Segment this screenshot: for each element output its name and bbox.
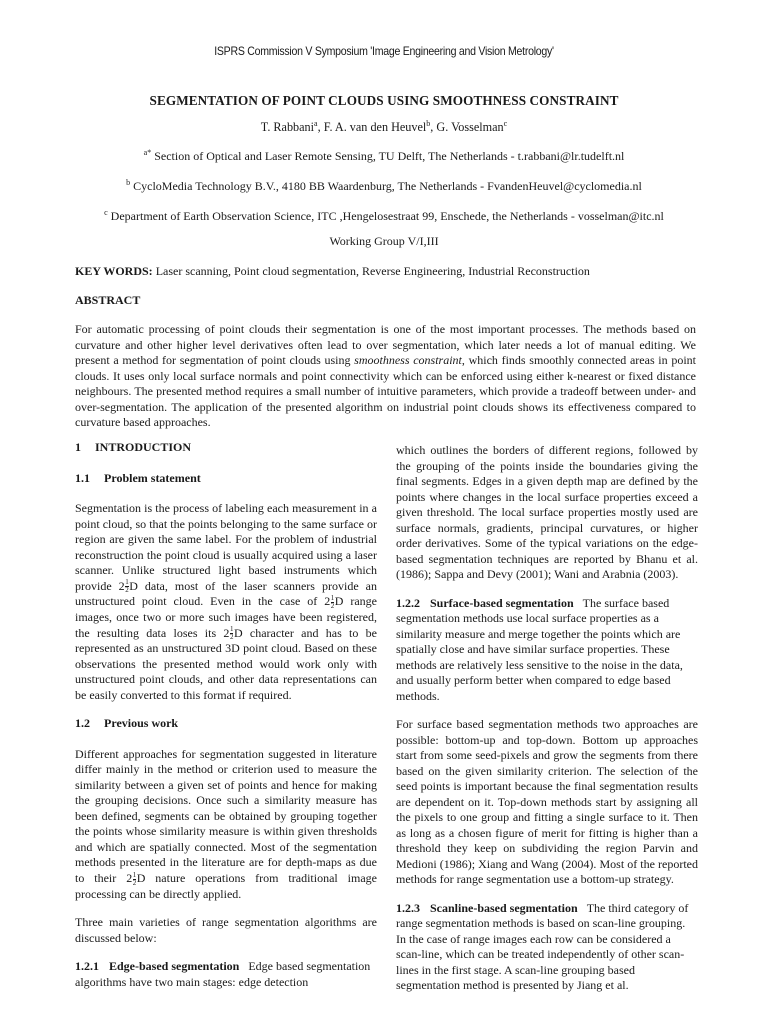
author-name: , G. Vosselman — [430, 120, 504, 134]
subsubsection-number: 1.2.2 — [396, 595, 420, 610]
subsubsection-title: Surface-based segmentation — [430, 595, 574, 610]
section-heading — [75, 440, 377, 456]
paper-title: SEGMENTATION OF POINT CLOUDS USING SMOOTHNESS CONSTRAINT — [149, 93, 619, 108]
affiliation-mark: c — [104, 208, 108, 217]
fraction-num: 1 — [125, 578, 129, 587]
text-run: D nature operations from traditional image processing can be directly applied. — [75, 870, 377, 901]
subsection-heading — [75, 716, 377, 732]
author-list — [0, 120, 768, 135]
author-affil-mark: b — [426, 118, 431, 128]
fraction-den: 2 — [132, 878, 137, 887]
paragraph: Three main varieties of range segmentation algorithms are discussed below: — [75, 915, 377, 945]
text-run: D character and has to be represented as an unstructured 3D point cloud. Based on these observations the presented method would work only with unstructured point clouds, and other data representations can be easily converted to this format if required. — [75, 625, 377, 702]
left-column — [75, 440, 377, 990]
abstract-part: , which finds smoothly connected areas in point clouds. It uses only local surface normals and point connectivity which can be enforced using either k-nearest or fixed distance neighbours. The presented method requires a small number of intuitive parameters, which provide a tradeoff between under- and over-segmentation. The application of the presented algorithm on industrial point clouds shows its effectiveness compared to curvature based approaches. — [75, 353, 696, 429]
author-affil-mark: a — [314, 118, 318, 128]
section-number: 1 — [75, 440, 81, 454]
paragraph — [75, 501, 377, 703]
subsection-title: Previous work — [104, 716, 179, 731]
affiliation-mark: a* — [143, 148, 152, 157]
symposium-header: ISPRS Commission V Symposium 'Image Engineering and Vision Metrology' — [214, 44, 554, 58]
fraction-den: 2 — [125, 586, 129, 595]
fraction — [133, 872, 137, 887]
subsection-heading — [75, 471, 377, 487]
abstract-part: For automatic processing of point clouds their segmentation is one of the most important processes. The methods based on curvature and other higher level derivatives often lead to over segmentation, which later needs a lot of manual editing. We present a method for segmentation of point clouds using — [75, 322, 696, 367]
affiliation-b — [0, 179, 768, 194]
subsection-number: 1.2 — [75, 716, 90, 731]
subsection-title: Problem statement — [104, 470, 201, 485]
fraction — [230, 626, 234, 641]
subsubsection-number: 1.2.3 — [396, 900, 420, 915]
subsection-number: 1.1 — [75, 470, 90, 485]
fraction-num: 1 — [132, 870, 137, 879]
subsubsection-title: Edge-based segmentation — [109, 959, 240, 973]
author-affil-mark: c — [503, 118, 508, 128]
author-name: , F. A. van den Heuvel — [317, 120, 427, 134]
subsubsection-heading — [396, 901, 578, 915]
text-run: D data, most of the laser scanners provide an unstructured point cloud. Even in the case of 2 — [75, 578, 377, 609]
affiliation-text: Section of Optical and Laser Remote Sensing, TU Delft, The Netherlands - t.rabbani@lr.tudelft.nl — [151, 149, 625, 163]
fraction-den: 2 — [229, 633, 234, 642]
text-run: Different approaches for segmentation suggested in literature differ mainly in the method or criterion used to measure the similarity between a given set of points and hence for making the grouping decisions. Once such a similarity measure has been defined, segments can be obtained by grouping together the points whose similarity measure is within given thresholds and which are spatially connected. Most of the segmentation methods presented in the literature are for depth-maps as due to their 2 — [75, 746, 377, 885]
paragraph: For surface based segmentation methods two approaches are possible: bottom-up and top-down. Bottom up approaches start from some seed-pixels and grow the segments from there based on the given similarity criterion. The selection of the seed points is important because the final segmentation results are dependent on it. Top-down methods start by assigning all the pixels to one group and fitting a single surface to it. Then as long as a chosen figure of merit for fitting is higher than a threshold they keep on subdividing the region Parvin and Medioni (1986); Xiang and Wang (2004). Most of the reported methods for range segmentation use a bottom-up strategy. — [396, 717, 698, 886]
text-run: The surface based segmentation methods use local surface properties as a similarity measure and merge together the points which are spatially close and have similar surface properties. These methods are relatively less sensitive to the noise in the data, and usually perform better when compared to edge based methods. — [396, 595, 683, 703]
paragraph: which outlines the borders of different regions, followed by the grouping of the points inside the boundaries giving the final segments. Edges in a given depth map are defined by the points where changes in the local surface properties exceed a given threshold. The local surface properties mostly used are surface normals, gradients, principal curvatures, or higher order derivatives. Some of the typical variations on the edge-based segmentation techniques are reported by Bhanu et al. (1986); Sappa and Devy (2001); Wani and Arabnia (2003). — [396, 443, 698, 581]
subsubsection-number: 1.2.1 — [75, 959, 99, 973]
paragraph — [75, 747, 377, 902]
section-title: INTRODUCTION — [95, 440, 192, 454]
affiliation-a — [0, 149, 768, 164]
keywords — [75, 264, 695, 279]
subsubsection-heading — [396, 596, 574, 610]
subsubsection-title: Scanline-based segmentation — [430, 900, 578, 915]
text-run: Segmentation is the process of labeling each measurement in a point cloud, so that the points belonging to the same surface or region are given the same label. For the problem of industrial reconstruction the point cloud is usually acquired using a laser scanner. Unlike structured light based instruments which provide 2 — [75, 501, 377, 593]
text-run: The third category of range segmentation methods is based on scan-line grouping. In the case of range images each row can be considered a scan-line, which can be treated independently of other scan-lines in the first stage. A scan-line grouping based segmentation method is presented by Jiang et al. — [396, 900, 689, 992]
affiliation-mark: b — [126, 178, 131, 187]
author-name: T. Rabbani — [260, 120, 315, 134]
right-column — [396, 443, 698, 994]
abstract-emphasis: smoothness constraint — [354, 353, 462, 367]
text-run: D range images, once two or more such images have been registered, the resulting data loses its 2 — [75, 594, 377, 640]
fraction-num: 1 — [229, 625, 234, 634]
affiliation-c — [0, 209, 768, 224]
subsubsection-heading — [75, 959, 239, 973]
fraction-den: 2 — [330, 602, 335, 610]
fraction-num: 1 — [330, 594, 335, 602]
keywords-text: Laser scanning, Point cloud segmentation, Reverse Engineering, Industrial Reconstruction — [152, 264, 590, 278]
fraction — [331, 595, 335, 610]
working-group: Working Group V/I,III — [329, 234, 439, 248]
affiliation-text: CycloMedia Technology B.V., 4180 BB Waardenburg, The Netherlands - FvandenHeuvel@cyclomedia.nl — [130, 179, 642, 193]
keywords-label: KEY WORDS: — [75, 264, 153, 278]
affiliation-text: Department of Earth Observation Science, ITC ,Hengelosestraat 99, Enschede, the Netherlands - vosselman@itc.nl — [107, 209, 664, 223]
text-run: Edge based segmentation algorithms have two main stages: edge detection — [75, 959, 371, 989]
abstract-text — [75, 322, 696, 431]
abstract-heading: ABSTRACT — [75, 293, 141, 307]
